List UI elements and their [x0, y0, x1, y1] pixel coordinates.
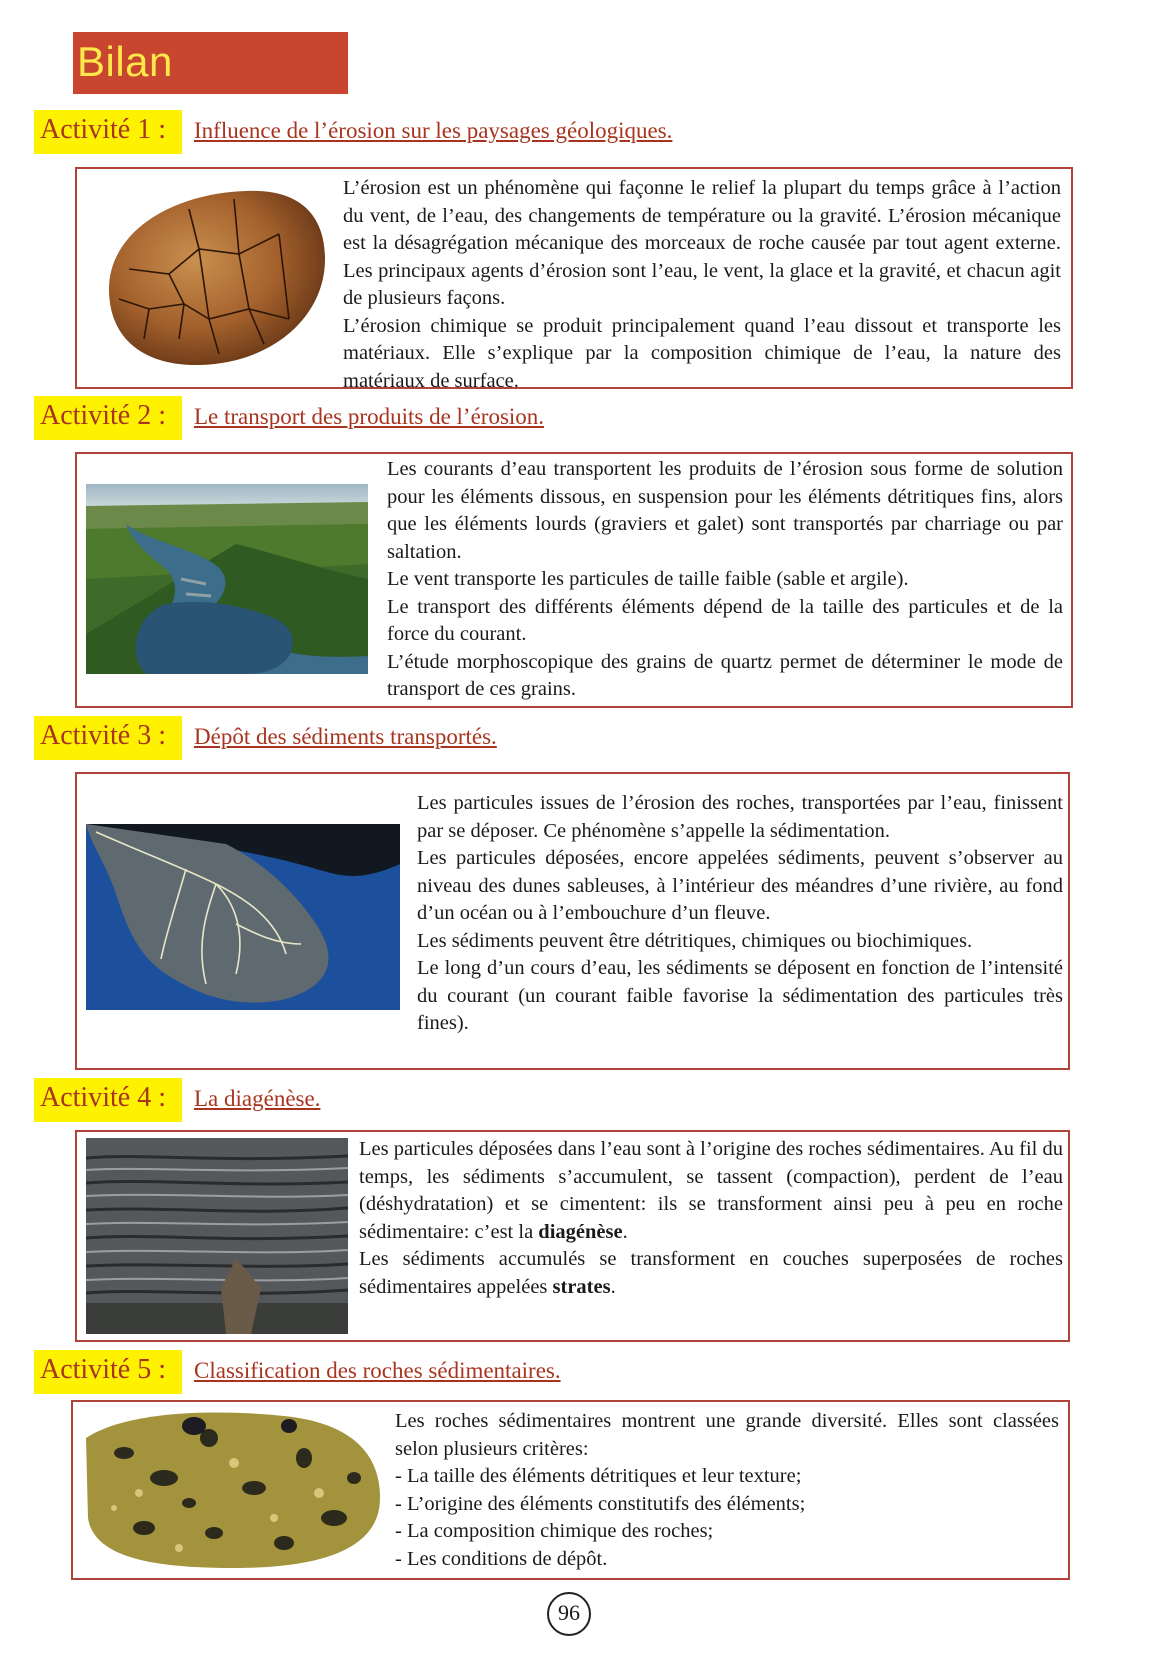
activity-5-heading [34, 1350, 1094, 1394]
activity-3-heading [34, 716, 1094, 760]
activity-4-title: La diagénèse. [194, 1086, 321, 1111]
activity-5-list-item: - Les conditions de dépôt. [395, 1547, 608, 1570]
activity-5-list-item: - La taille des éléments détritiques et leur texture; [395, 1465, 802, 1487]
activity-2-heading [34, 396, 1094, 440]
cracked-rock-photo [89, 179, 327, 369]
activity-2-box [75, 452, 1073, 708]
term-diagenese: diagénèse [538, 1220, 623, 1243]
activity-3-box [75, 772, 1070, 1070]
activity-5-list-item: - L’origine des éléments constitutifs des éléments; [395, 1492, 806, 1515]
rock-strata-photo [86, 1138, 348, 1334]
activity-4-paragraph: Les particules déposées dans l’eau sont à l’origine des roches sédimentaires. Au fil du temps, les sédiments s’accumulent, se tassent (compaction), perdent de l’eau (déshydratation) et se cimentent: ils se transforment ainsi peu à peu en roche sédimentaire: c’est la diagénèse. [359, 1138, 1063, 1243]
activity-2-paragraph: L’étude morphoscopique des grains de quartz permet de déterminer le mode de transport de ces grains. [387, 650, 1063, 700]
activity-3-label: Activité 3 : [34, 716, 182, 760]
activity-1-box [75, 167, 1073, 392]
activity-5-box [71, 1400, 1070, 1580]
activity-3-paragraph: Les particules issues de l’érosion des roches, transportées par l’eau, finissent par se déposer. Ce phénomène s’appelle la sédimentation. [417, 792, 1063, 842]
activity-5-label: Activité 5 : [34, 1350, 182, 1394]
activity-1-heading [34, 110, 1094, 154]
activity-4-heading [34, 1078, 1094, 1122]
activity-1-paragraph: L’érosion chimique se produit principalement quand l’eau dissout et transporte les matériaux. Elle s’explique par la composition chimique de l’eau, la nature des matériaux de surface. [343, 314, 1061, 392]
activity-4-label: Activité 4 : [34, 1078, 182, 1122]
activity-3-text [417, 790, 1063, 1038]
term-strates: strates [552, 1275, 611, 1298]
activity-1-text [343, 175, 1061, 395]
activity-4-box [75, 1130, 1070, 1342]
activity-5-list-item: - La composition chimique des roches; [395, 1520, 714, 1542]
activity-2-paragraph: Le transport des différents éléments dépend de la taille des particules et de la force du courant. [387, 595, 1063, 645]
activity-3-title: Dépôt des sédiments transportés. [194, 724, 497, 749]
activity-5-title: Classification des roches sédimentaires. [194, 1358, 561, 1383]
activity-2-title: Le transport des produits de l’érosion. [194, 404, 545, 429]
river-landscape-photo [86, 484, 368, 674]
activity-2-text [387, 456, 1063, 704]
activity-4-paragraph: Les sédiments accumulés se transforment en couches superposées de roches sédimentaires appelées strates. [359, 1248, 1063, 1298]
activity-3-paragraph: Les sédiments peuvent être détritiques, chimiques ou biochimiques. [417, 929, 973, 952]
activity-1-paragraph: L’érosion est un phénomène qui façonne le relief la plupart du temps grâce à l’action du vent, de l’eau, des changements de température ou la gravité. L’érosion mécanique est la désagrégation mécanique des morceaux de roche causée par tout agent externe. Les principaux agents d’érosion sont l’eau, le vent, la glace et la gravité, et chacun agit de plusieurs façons. [343, 177, 1061, 309]
activity-5-text [395, 1408, 1059, 1573]
river-delta-photo [86, 824, 400, 1010]
activity-1-label: Activité 1 : [34, 110, 182, 154]
activity-3-paragraph: Les particules déposées, encore appelées sédiments, peuvent s’observer au niveau des dunes sableuses, à l’intérieur des méandres d’une rivière, au fond d’un océan ou à l’embouchure d’un fleuve. [417, 847, 1063, 924]
activity-5-paragraph: Les roches sédimentaires montrent une grande diversité. Elles sont classées selon plusieurs critères: [395, 1410, 1059, 1460]
page-number: 96 [547, 1592, 591, 1636]
activity-2-paragraph: Les courants d’eau transportent les produits de l’érosion sous forme de solution pour les éléments dissous, en suspension pour les éléments détritiques fins, alors que les éléments lourds (graviers et galet) sont transportés par charriage ou par saltation. [387, 458, 1063, 563]
page-title: Bilan [77, 38, 173, 85]
activity-2-label: Activité 2 : [34, 396, 182, 440]
conglomerate-rock-photo [84, 1408, 382, 1570]
activity-3-paragraph: Le long d’un cours d’eau, les sédiments se déposent en fonction de l’intensité du courant (un courant faible favorise la sédimentation des particules très fines). [417, 957, 1063, 1034]
activity-4-text [359, 1136, 1063, 1301]
activity-2-paragraph: Le vent transporte les particules de taille faible (sable et argile). [387, 568, 909, 590]
activity-1-title: Influence de l’érosion sur les paysages géologiques. [194, 118, 673, 143]
page-title-banner [73, 32, 348, 94]
